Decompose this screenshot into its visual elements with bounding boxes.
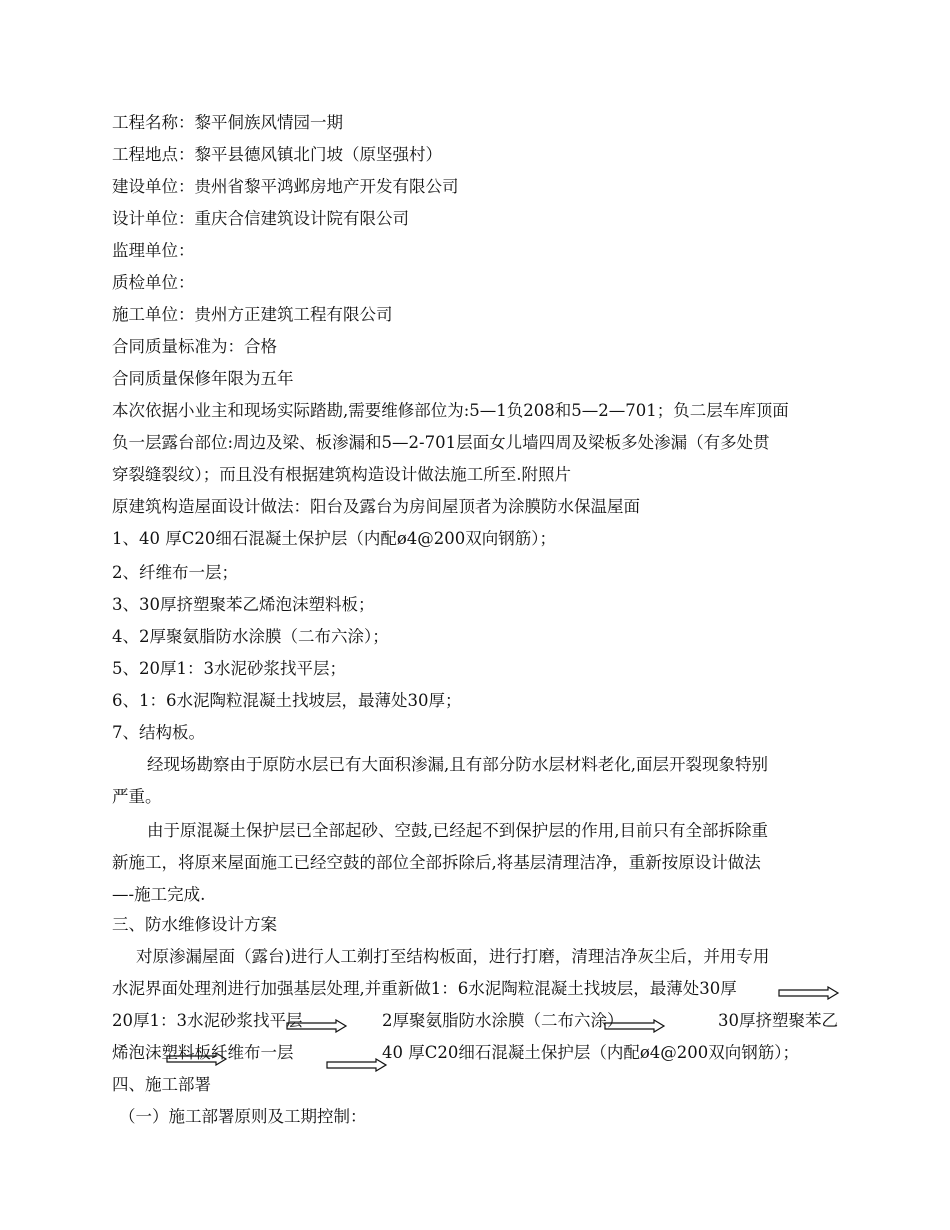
project-site: 工程地点：黎平县德风镇北门坡（原坚强村） bbox=[112, 145, 442, 164]
survey-line-2: 负一层露台部位:周边及梁、板渗漏和5—2-701层面女儿墙四周及梁板多处渗漏（有多处贯 bbox=[112, 433, 770, 452]
section-3-line-4a: 烯泡沫塑料板纤维布一层 bbox=[112, 1043, 294, 1062]
survey-line-3: 穿裂缝裂纹）；而且没有根据建筑构造设计做法施工所至.附照片 bbox=[112, 465, 571, 484]
section-3-line-3c: 30厚挤塑聚苯乙 bbox=[718, 1011, 838, 1030]
quality-standard: 合同质量标准为：合格 bbox=[112, 337, 277, 356]
layer-item: 3、30厚挤塑聚苯乙烯泡沫塑料板； bbox=[112, 595, 375, 614]
original-design-heading: 原建筑构造屋面设计做法：阳台及露台为房间屋顶者为涂膜防水保温屋面 bbox=[112, 497, 640, 516]
section-4-subheading: （一）施工部署原则及工期控制： bbox=[119, 1107, 367, 1126]
findings-paragraph-2-line-3: —-施工完成. bbox=[112, 885, 206, 904]
construction-unit: 施工单位：贵州方正建筑工程有限公司 bbox=[112, 305, 393, 324]
survey-line-1: 本次依据小业主和现场实际踏勘,需要维修部位为:5—1负208和5—2—701；负二层车库顶面 bbox=[112, 401, 789, 420]
flow-arrow-icon bbox=[326, 1058, 388, 1072]
flow-arrow-icon bbox=[778, 986, 840, 1000]
flow-arrow-icon bbox=[604, 1019, 666, 1033]
layer-item: 7、结构板。 bbox=[112, 723, 205, 742]
layer-item: 6、1：6水泥陶粒混凝土找坡层，最薄处30厚； bbox=[112, 691, 462, 710]
layer-item: 5、20厚1：3水泥砂浆找平层； bbox=[112, 659, 346, 678]
warranty-period: 合同质量保修年限为五年 bbox=[112, 369, 294, 388]
findings-paragraph-1-line-1: 经现场勘察由于原防水层已有大面积渗漏,且有部分防水层材料老化,面层开裂现象特别 bbox=[147, 755, 768, 774]
flow-arrow-icon bbox=[286, 1019, 348, 1033]
section-3-line-2: 水泥界面处理剂进行加强基层处理,并重新做1：6水泥陶粒混凝土找坡层，最薄处30厚 bbox=[112, 979, 737, 998]
layer-item: 2、纤维布一层； bbox=[112, 563, 238, 582]
supervision-unit: 监理单位： bbox=[112, 241, 195, 260]
quality-inspection-unit: 质检单位： bbox=[112, 273, 195, 292]
design-unit: 设计单位：重庆合信建筑设计院有限公司 bbox=[112, 209, 409, 228]
owner-unit: 建设单位：贵州省黎平鸿邺房地产开发有限公司 bbox=[112, 177, 459, 196]
section-3-heading: 三、防水维修设计方案 bbox=[112, 915, 277, 934]
section-4-heading: 四、施工部署 bbox=[112, 1075, 211, 1094]
flow-arrow-icon bbox=[166, 1052, 228, 1066]
layer-item: 4、2厚聚氨脂防水涂膜（二布六涂）； bbox=[112, 627, 389, 646]
findings-paragraph-1-line-2: 严重。 bbox=[112, 787, 162, 806]
layer-item: 1、40 厚C20细石混凝土保护层（内配ø4@200双向钢筋）； bbox=[112, 529, 557, 548]
section-3-line-3a: 20厚1：3水泥砂浆找平层 bbox=[112, 1011, 303, 1030]
section-3-line-1: 对原渗漏屋面（露台)进行人工剃打至结构板面，进行打磨，清理洁净灰尘后，并用专用 bbox=[136, 947, 770, 966]
project-name: 工程名称：黎平侗族风情园一期 bbox=[112, 113, 343, 132]
section-3-line-3b: 2厚聚氨脂防水涂膜（二布六涂） bbox=[382, 1011, 624, 1030]
findings-paragraph-2-line-1: 由于原混凝土保护层已全部起砂、空鼓,已经起不到保护层的作用,目前只有全部拆除重 bbox=[147, 821, 768, 840]
section-3-line-4b: 40 厚C20细石混凝土保护层（内配ø4@200双向钢筋）； bbox=[382, 1043, 800, 1062]
findings-paragraph-2-line-2: 新施工，将原来屋面施工已经空鼓的部位全部拆除后,将基层清理洁净，重新按原设计做法 bbox=[112, 853, 761, 872]
